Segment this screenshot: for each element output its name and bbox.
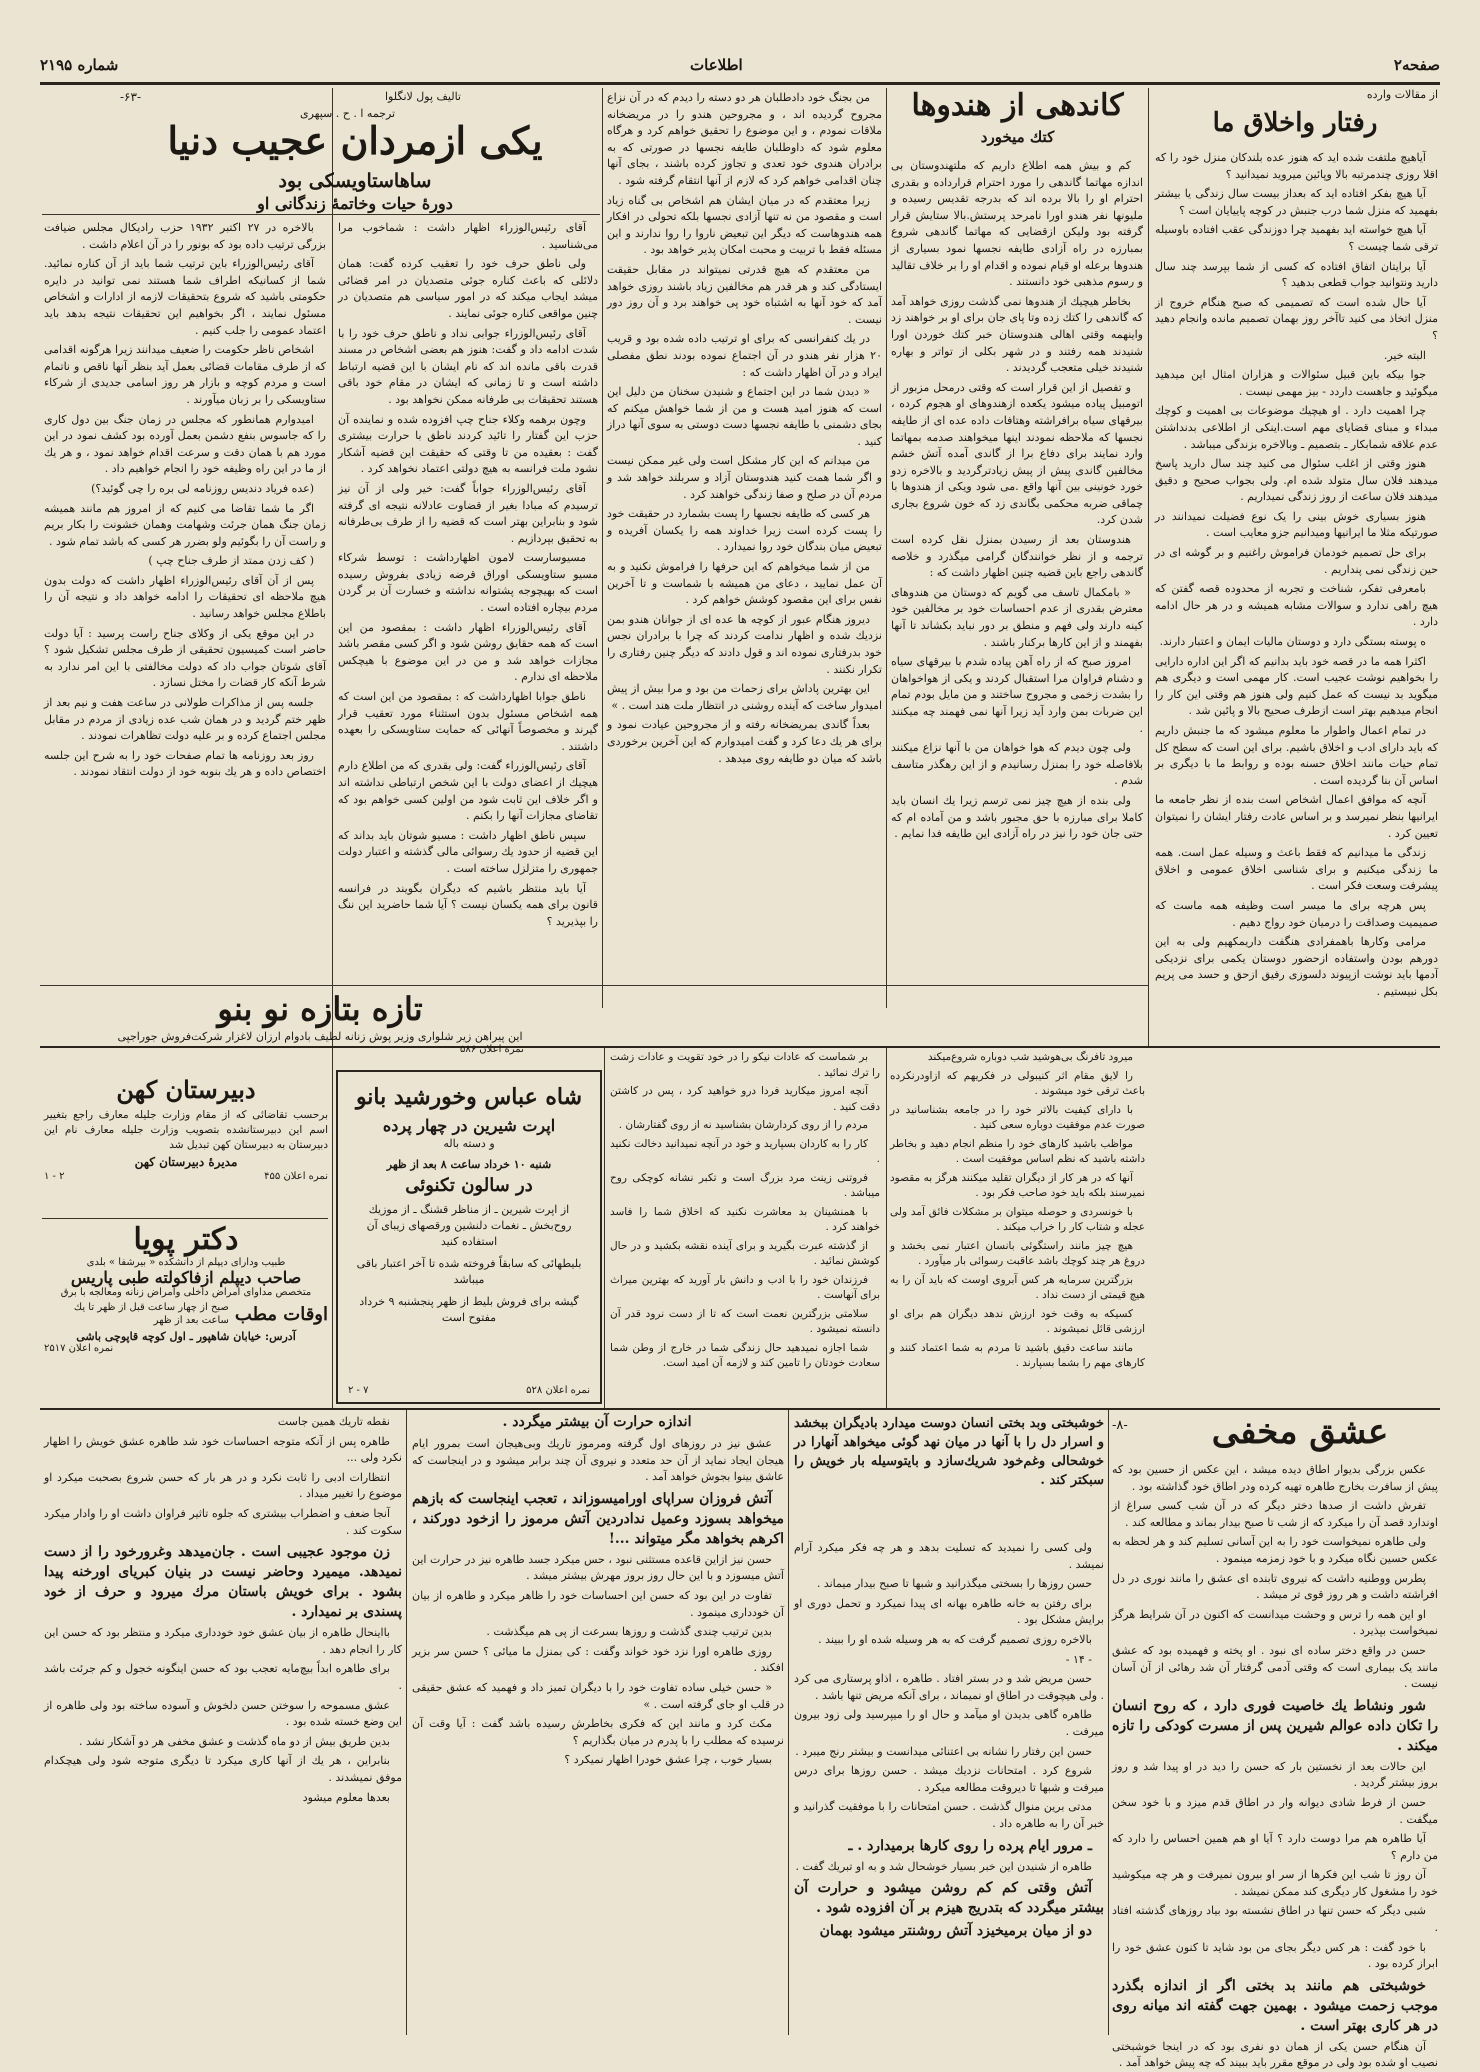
shabbas-subtitle: اپرت شیرین در چهار پرده: [382, 1116, 556, 1135]
continuation-body: [607, 90, 882, 980]
paragraph: حسن مریض شد و در بستر افتاد . طاهره ، اذاو پرستاری می کرد . ولی هیچوقت در اطاق او نمیماند ، برای آنکه مریض تنها باشد .: [794, 1672, 1104, 1702]
paragraph: آقای رئیس‌الوزراء اظهار داشت : بمقصود من این است که همه حقایق روشن شود و اگر کسی مقصر باشد مجازات خواهد شد و من در این موضوع با هیچکس ملاحظه ای ندارم .: [338, 620, 598, 684]
shabbas-line5: گیشه برای فروش بلیط از ظهر پنجشنبه ۹ خرداد مفتوح است: [359, 1295, 579, 1324]
paragraph: دیروز هنگام عبور از کوچه ها عده ای از جوانان هندو بمن نزدیك شده و اظهار ندامت کردند که چرا با برادران نجس خود بدرفتاری نموده اند و قول دادند که دیگر چنین رفتاری را تکرار نکنند .: [607, 612, 882, 676]
paragraph: بالاخره روزی تصمیم گرفت که به هر وسیله شده او را ببیند .: [818, 1632, 1092, 1646]
doctor-notice: نمره اعلان ۲۵۱۷: [44, 1343, 114, 1354]
paper-name: اطلاعات: [690, 56, 743, 74]
paragraph: آن هنگام حسن یکی از همان دو نفری بود که در اینجا خوشبختی نصیب او شده بود ولی در موقع مقرر باید ببیند که چه پیش خواهد آمد .: [1112, 2039, 1438, 2070]
paragraph: چرا اهمیت دارد . او هیچیك موضوعات بی اهمیت و کوچك مبداء و مبنای قضایای مهم است.اینکی از اطلاعی بدنداشتن عدم علاقه شمابکار ـ بتصمیم ـ وبالاخره بزندگی میباشد .: [1155, 404, 1438, 451]
paragraph: آقای رئیس‌الوزراء باین ترتیب شما باید از آن کناره نمائید. شما از کسانیکه اطراف شما هستند نمی توانید در دایره حکومتی باشید که شروع بتحقیقات لازمه از ادارات و اشخاص مسئول نمایند ، اگر بخواهیم این تحقیقات نتیجه بدهد باید اعتماد عمومی را جلب کنیم .: [44, 257, 326, 337]
paragraph: آقای رئیس‌الوزراء گفت: ولی بقدری که من اطلاع دارم هیچیك از اعضای دولت با این شخص ارتباطی نداشته اند و اگر خلاف این ثابت شود من اولین کسی خواهم بود که تقاضای مجازات آنها را بکنم .: [338, 759, 598, 823]
ethics-tag: از مقالات وارده: [1366, 88, 1438, 101]
paragraph: فرزندان خود را با ادب و دانش بار آورید که بهترین میراث برای آنهاست .: [610, 1273, 880, 1301]
strange-title: یکی ازمردان عجیب دنیا: [167, 118, 543, 163]
love-fire-title: اندازه حرارت آن بیشتر میگردد .: [502, 1414, 692, 1430]
paragraph: « حسن خیلی ساده تفاوت خود را با دیگران تمیز داد و فهمید که عشق حقیقی در قلب او جای گرفته است . »: [412, 1680, 784, 1711]
paragraph: ـ مرور ایام پرده را روی کارها برمیدارد . ـ: [848, 1837, 1092, 1854]
paragraph: دو از میان برمیخیزد آتش روشنتر میشود بهمان: [819, 1923, 1092, 1940]
paragraph: هندوستان بعد از رسیدن بمنزل نقل کرده است ترجمه و از نظر خوانندگان گرامی میگذرد و خلاصه گاندهی راجع باین قضیه چنین اظهار داشت که :: [891, 533, 1143, 580]
shabbas-venue: در سالون تکنوئی: [405, 1175, 533, 1196]
section-rule: [40, 1046, 1440, 1048]
doctor-hours-label: اوقات مطب: [234, 1303, 328, 1325]
shabbas-line1: و دسته باله: [443, 1137, 495, 1150]
paragraph: این بهترین پاداش برای زحمات من بود و مرا بیش از پیش امیدوار ساخت که آینده روشنی در انتظار ملت هند است . »: [607, 682, 882, 712]
paragraph: و تفصیل از این قرار است که وقتی درمحل مزبور از اتومبیل پیاده میشود یکعده ازهندوهای او هجوم کرده ، بیرقهای سیاه برافراشته وهتافات داده عده ای از طایفه نجسها که ملاحظه نمودند اینها میخواهند صدمه بمهاتما وارد نمایند برای دفاع برا از گاندی آمده آتش خشم مخالفین گاندی پیش از پیش زیادترگردید و بالاخره زدو خورد خونینی بین آنها واقع .می شود ویکی از هندوها با چماقی ضربه محکمی بگاندی زد که خون شروع بجاری شدن کرد.: [891, 380, 1143, 527]
paragraph: میرود تافرنگ بی‌هوشید شب دوباره شروع‌میکند: [927, 1051, 1133, 1063]
ad-school: [44, 1075, 328, 1215]
paragraph: مردم را از روی کردارشان بشناسید نه از روی گفتارشان .: [618, 1119, 868, 1131]
paragraph: من میدانم که این کار مشکل است ولی غیر ممکن نیست و اگر شما همت کنید هندوستان آزاد و سربلند خواهد شد و مردم آن در صلح و صفا زندگی خواهند کرد .: [607, 454, 882, 501]
shabbas-notice: نمره اعلان ۵۲۸: [526, 1385, 590, 1396]
paragraph: آیا طاهره هم مرا دوست دارد ؟ آیا او هم همین احساس را دارد که من دارم ؟: [1112, 1832, 1438, 1862]
section-rule: [40, 1408, 1440, 1410]
paragraph: اکثرا همه ما در قصه خود باید بدانیم که اگر این اداره دارایی را بخواهیم نوشت عجیب است. کار مهمی است و دیگری هم میگوید بد نیست که عمل کنیم ولی هنوز هم وقتی این کار را انجام میدهیم بهتر است ازطرف صحیح بالا و پائین شد .: [1155, 654, 1438, 718]
paragraph: با خونسردی و حوصله میتوان بر مشکلات فائق آمد ولی عجله و شتاب کار را خراب میکند .: [890, 1205, 1145, 1233]
paragraph: با دارای کیفیت بالاتر خود را در جامعه بشناسانید در صورت عدم موفقیت دوباره سعی کنید .: [890, 1103, 1145, 1131]
paragraph: عکس بزرگی بدیوار اطاق دیده میشد ، این عکس از حسین بود که پیش از سافرت بخارج طاهره تهیه کرده ودر اطاق خود گذاشته بود .: [1112, 1463, 1438, 1493]
paragraph: - ۱۴ -: [1065, 1652, 1092, 1666]
love-hidden-body: [44, 1414, 402, 2032]
column-rule: [788, 1410, 789, 2035]
paragraph: روز بعد روزنامه ها تمام صفحات خود را به شرح این جلسه اختصاص داده و هر یك بنوبه خود از دولت انتقاد نمودند .: [44, 748, 326, 779]
paragraph: از گذشته عبرت بگیرید و برای آینده نقشه بکشید و در حال کوشش نمائید .: [610, 1239, 880, 1267]
paragraph: مواظب باشید کارهای خود را منظم انجام دهید و بخاطر داشته باشید که نظم اساس موفقیت است .: [890, 1137, 1145, 1165]
paragraph: آن روز تا شب این فکرها از سر او بیرون نمیرفت و هر چه میکوشید خود را مشغول کار دیگری کند ممکن نمیشد .: [1112, 1868, 1438, 1898]
doctor-title: دکتر پویا: [133, 1222, 239, 1257]
paragraph: پس از آن آقای رئیس‌الوزراء اظهار داشت که دولت بدون هیچ ملاحظه ای تحقیقات را ادامه خواهد داد و نتیجه آن را باطلاع مجلس خواهد رسانید .: [44, 573, 326, 621]
ethics-body: [1155, 150, 1438, 1040]
paragraph: ولی کسی را نمیدید که تسلیت بدهد و هر چه فکر میکرد آرام نمیشد .: [794, 1541, 1104, 1571]
strange-page-no: -۶۳-: [120, 90, 141, 104]
paragraph: فروتنی زینت مرد بزرگ است و تکبر نشانه کوچکی روح میباشد .: [610, 1171, 880, 1199]
paragraph: وچون برهمه وکلاء جناح چپ افزوده شده و نماینده آن حزب این گفتار را تائید کردند ناطق با حرارت بیشتری گفت : بعقیده من تا وقتی که حقیقت این قضیه آشکار نشود ملت فرانسه به هیچ دولتی اعتماد نخواهد کرد .: [338, 412, 598, 476]
paragraph: ه پوسته بستگی دارد و دوستان مالیات ایمان و اعتبار دارند.: [1159, 635, 1426, 649]
paragraph: در این موقع یکی از وکلای جناح راست پرسید : آیا دولت حاضر است کمیسیون تحقیقی از طرف مجلس تشکیل شود ؟ آقای شوتان جواب داد که دولت مخالفتی با این امر ندارد به شرط آنکه کار قضات را مختل نسازد .: [44, 626, 326, 690]
hindu-subtitle: کتك میخورد: [980, 128, 1055, 146]
paragraph: بااینحال طاهره از بیان عشق خود خودداری میکرد و منتظر بود که حسن این کار را انجام دهد .: [44, 1626, 402, 1656]
paragraph: پس هرچه برای ما میسر است وظیفه همه ماست که صمیمیت وصداقت را درمیان خود رواج دهیم .: [1155, 898, 1438, 929]
paragraph: البته خیر.: [1383, 348, 1426, 362]
paragraph: کسیکه به وقت خود ارزش ندهد دیگران هم برای او ارزشی قائل نمیشوند .: [890, 1307, 1145, 1335]
shabbas-line3: از اپرت شیرین ـ از مناظر قشنگ ـ از موزیك روح‌بخش ـ نغمات دلنشین ورقصهای زیبای آن استفاده کنید: [366, 1203, 572, 1248]
paragraph: با خود گفت : هر کس دیگر بجای من بود شاید تا کنون عشق خود را ابراز کرده بود .: [1112, 1940, 1438, 1971]
paragraph: برای حل تصمیم خودمان فراموش راغنیم و بر گوشه ای در حین زندگی نمی پنداریم .: [1155, 546, 1438, 576]
paragraph: آقای رئیس‌الوزراء جواباً گفت: خیر ولی از آن نیز ترسیدم که مبادا بغیر از قضاوت عادلانه نتیجه ای گرفته شود و بنابراین بهتر است که قضیه را از طرف بی‌طرفانه به تحقیق بپردازیم .: [338, 481, 598, 545]
school-code: ۲ - ۱: [44, 1171, 65, 1182]
column-rule: [886, 88, 887, 1008]
shabbas-title: شاه عباس وخورشید بانو: [355, 1084, 583, 1110]
paragraph: « دیدن شما در این اجتماع و شنیدن سخنان من دلیل این است که هنوز امید هست و من از شما خواهش میکنم که بجای دشمنی با طایفه نجسها دست دوستی به سوی آنها دراز کنید .: [607, 385, 882, 448]
paragraph: ولی بنده از هیچ چیز نمی ترسم زیرا یك انسان باید کاملا برای مبارزه با حق مجبور باشد و من آماده ام که حتی جان خود را نیز در راه آزادی این طایفه فدا نمایم .: [891, 793, 1143, 841]
paragraph: آقای رئیس‌الوزراء اظهار داشت : شماخوب مرا می‌شناسید .: [338, 221, 598, 251]
ad-new-body: این پیراهن زیر شلواری وزیر پوش زنانه لطیف بادوام ارزان لاغزار شرکت‌فروش جوراجپی: [117, 1030, 523, 1043]
paragraph: بسیار خوب ، چرا عشق خودرا اظهار نمیکرد ؟: [564, 1753, 772, 1767]
paragraph: با همنشینان بد معاشرت نکنید که اخلاق شما را فاسد خواهند کرد .: [610, 1205, 880, 1233]
paragraph: زیرا معتقدم که در میان ایشان هم اشخاص بی گناه زیاد است و مقصود من نه تنها آزادی نجسها بلکه تحولی در افکار همه هندوهاست که دیگر این تبعیض ناروا را روا ندارند و این مسئله فقط با تربیت و محبت امکان پذیر خواهد بود .: [607, 193, 882, 257]
doctor-address: آدرس: خیابان شاهپور ـ اول کوچه قاپوچی باشی: [76, 1330, 296, 1343]
paragraph: آنچه امروز میکارید فردا درو خواهید کرد ، پس در کاشتن دقت کنید .: [610, 1085, 880, 1113]
ad-new-notice: نمره اعلان ۵۸۶: [460, 1044, 524, 1055]
paragraph: طاهره از شنیدن این خبر بسیار خوشحال شد و به او تبریك گفت .: [795, 1859, 1092, 1873]
strange-rule: [42, 214, 600, 215]
paragraph: عشق نیز در روزهای اول گرفته ومرموز تاریك وبی‌هیجان است بمرور ایام هیجان ایجاد نماید از آن حد متعدد و نیروی آن چند برابر میشود و در اینجاست که عاشق بینوا بجوش خواهد آمد .: [412, 1437, 784, 1484]
love-mid-body: [794, 1540, 1104, 2032]
love-title: عشق مخفی: [1211, 1412, 1389, 1452]
love-main-body: [1112, 1462, 1438, 2070]
column-rule: [332, 88, 333, 1408]
paragraph: مدتی برین منوال گذشت . حسن امتحانات را با موفقیت گذرانید و خبر آن را به طاهره داد .: [794, 1800, 1104, 1830]
paragraph: « بامکمال تاسف می گویم که دوستان من هندوهای معترض بقدری از عدم احساسات خود بر مخالفین خود کینه دارند ولی فهم و منطق بر دور نباید بکشاند تا آنها بفهمند و از این کارها برکنار باشند .: [891, 585, 1143, 649]
paragraph: برای طاهره ابداً بیچ‌مایه تعجب بود که حسن اینگونه خجول و کم جرئت باشد .: [44, 1662, 402, 1692]
issue-label: شماره ۲۱۹۵: [40, 56, 119, 74]
column-rule: [886, 1048, 887, 1408]
ad-new-title: تازه بتازه نو بنو: [217, 990, 423, 1028]
school-sign: مدیرهٔ دبیرستان کهن: [134, 1155, 238, 1169]
paragraph: پطرس ووطنیه داشت که نیروی تابنده ای عشق را مانند نوری در دل افراشته داشت و هر روز قوی تر میشد .: [1112, 1571, 1438, 1602]
hindu-title: کاندهی از هندوها: [911, 88, 1124, 123]
paragraph: جلسه پس از مذاکرات طولانی در ساعت هفت و نیم بعد از ظهر ختم گردید و در همان شب عده زیادی از مردم در مقابل مجلس اجتماع کرده و بر علیه دولت تظاهرات نمودند .: [44, 696, 326, 743]
paragraph: آیا حال شده است که تصمیمی که صبح هنگام خروج از منزل اتخاذ می کنید تاآخر روز بهمان تصمیم مانده وانجام دهید ؟: [1155, 295, 1438, 342]
paragraph: اشخاص ناظر حکومت را ضعیف میدانند زیرا هرگونه اقدامی که از طرف مقامات قضائی بعمل آید بنظر آنها ناقص و ناتمام است و مردم کوچه و بازار هر روز اسامی جدیدی از شرکاء ستاویسکی را بر زبان میآورند .: [44, 343, 326, 406]
paragraph: ولی چون دیدم که هوا خواهان من با آنها نزاع میکنند بلافاصله خود را بمنزل رسانیدم و از این رهگذر متاسف شدم .: [891, 741, 1143, 788]
shabbas-line2: شنبه ۱۰ خرداد ساعت ۸ بعد از ظهر: [386, 1158, 552, 1171]
paragraph: انتظارات ادبی را ثابت نکرد و در هر بار که حسن شروع بصحبت میکرد او موضوع را تغییر میداد .: [44, 1470, 402, 1501]
doctor-hours: صبح از چهار ساعت قبل از ظهر تا یك ساعت بعد از ظهر: [73, 1302, 229, 1326]
paragraph: ولی طاهره نمیخواست خود را به این آسانی تسلیم کند و هر لحظه به عکس حسین نگاه میکرد و با خود زمزمه مینمود .: [1112, 1535, 1438, 1565]
paragraph: شور ونشاط یك خاصیت فوری دارد ، که روح انسان را تکان داده عوالم شیرین پس از مسرت کودکی را تازه میکند .: [1112, 1697, 1438, 1754]
paragraph: سپس ناطق اظهار داشت : مسیو شوتان باید بداند که این قضیه از حدود یك رسوائی مالی گذشته و اعتبار دولت جمهوری را متزلزل ساخته است .: [338, 828, 598, 875]
paragraph: بدین ترتیب چندی گذشت و روزها بسرعت از پی هم میگذشت .: [486, 1625, 772, 1639]
paragraph: زن موجود عجیبی است . جان‌میدهد وغرورخود را از دست نمیدهد. میمیرد وحاضر نیست در بنیان کبریای اورخنه پیدا بشود . برای خویش باستان مرك میرود و حرف از خود پسندی بر نمیدارد .: [44, 1544, 402, 1621]
doctor-line1: طبیب ودارای دیپلم از دانشکده « بیرشفا » بلدی: [86, 1257, 286, 1268]
paragraph: آنچه که موافق اعمال اشخاص است بنده از نظر جامعه ما ایرانیها بنظر نمیرسد و بر اساس عادت رفتار ایشان را نمیتوان تعیین کرد .: [1155, 793, 1438, 840]
paragraph: مانند ساعت دقیق باشید تا مردم به شما اعتماد کنند و کارهای مهم را بشما بسپارند .: [890, 1341, 1145, 1369]
paragraph: ولی ناطق حرف خود را تعقیب کرده گفت: همان دلائلی که باعث کناره جوئی متصدیان در امر قضائی میشد ایجاب میکند که در امور سیاسی هم متصدیان در چنین مواقعی کناره جوئی نمایند .: [338, 257, 598, 320]
paragraph: آنها که در هر کار از دیگران تقلید میکنند هرگز به مقصود نمیرسند بلکه باید خود صاحب فکر بود .: [890, 1171, 1145, 1199]
paragraph: عشق مسموحه را سوختن حسن دلخوش و آسوده ساخته بود ولی طاهره از این وضع خسته شده بود .: [44, 1698, 402, 1729]
shabbas-line4: بلیطهائی که سابقاً فروخته شده تا آخر اعتبار باقی میباشد: [356, 1257, 582, 1286]
school-notice: نمره اعلان ۴۵۵: [264, 1171, 328, 1182]
paragraph: من از شما میخواهم که این حرفها را فراموش نکنید و به آن عمل نمایید ، دعای من همیشه با شماست و تا آخرین نفس برای این مقصود کوشش خواهم کرد .: [607, 560, 882, 607]
paragraph: بر شماست که عادات نیکو را در خود تقویت و عادات زشت را ترك نمائید .: [610, 1051, 880, 1079]
hindu-body: [891, 158, 1143, 978]
paragraph: شما اجازه نمیدهید حال زندگی شما در خارج از وطن شما سعادت خودتان را تامین کند و لازمه آن امید است.: [610, 1341, 880, 1369]
section-rule: [42, 1218, 328, 1219]
misc-box: [890, 1050, 1145, 1400]
paragraph: طاهره گاهی بدیدن او میآمد و حال او را میپرسید ولی زود بیرون میرفت .: [794, 1708, 1104, 1738]
paragraph: شبی دیگر که حسن تنها در اطاق نشسته بود بیاد روزهای گذشته افتاد .: [1112, 1904, 1438, 1935]
paragraph: نقطه تاریك همین جاست: [277, 1415, 390, 1428]
paragraph: طاهره پس از آنکه متوجه احساسات خود شد طاهره عشق خویش را اظهار نکرد ولی ...: [44, 1434, 402, 1465]
paragraph: حسن این رفتار را نشانه بی اعتنائی میدانست و بیشتر رنج میبرد .: [795, 1744, 1092, 1758]
paragraph: ( کف زدن ممتد از طرف جناح چپ ): [148, 554, 314, 568]
love-page-no: -۸-: [1112, 1418, 1128, 1433]
column-rule: [406, 1410, 407, 2035]
shabbas-code: ۷ - ۲: [348, 1385, 369, 1396]
strange-subtitle-2: دورهٔ حیات وخاتمهٔ زندگانی او: [257, 194, 453, 213]
paragraph: او این همه را ترس و وحشت میدانست که اکنون در آن شرایط هرگز نمیخواست بپذیرد .: [1112, 1607, 1438, 1638]
paragraph: زندگی ما میدانیم که فقط باعث و وسیله عمل است. همه ما زندگی میکنیم و برای شناسی اخلاق عمومی و اخلاق پیشرفت وسعت فکر است .: [1155, 846, 1438, 893]
paragraph: آتش فروزان سراپای اورامیسوزاند ، تعجب اینجاست که بازهم میخواهد بسوزد وعمیل ندادردین آتش مرموز را ازخود دورکند ، اکرهم بخواهد مگر میتواند ...!: [412, 1490, 784, 1547]
paragraph: آتش وقتی کم کم روشن میشود و حرارت آن بیشتر میگردد که بتدریج هیزم بر آن افزوده شود .: [794, 1880, 1104, 1917]
paragraph: بخاطر هیچیك از هندوها نمی گذشت روزی خواهد آمد که گاندهی را کتك زده وتا پای جان برای او بر خواهند زد واینهمه وقتی اهالی هندوستان خبر کتك خوردن اورا شنیدند همه رفتند و در شهر بکلی از تواتر و بهاره شنیدند خیلی متعجب گردیدند .: [891, 294, 1143, 375]
paragraph: هیچ چیز مانند راستگوئی بانسان اعتبار نمی بخشد و دروغ هر چند کوچك باشد عاقبت رسوائی بار میآورد .: [890, 1239, 1145, 1267]
misc-box-2: [610, 1050, 880, 1400]
doctor-line3: متخصص مداوای امراض داخلی وامراض زنانه ومعالجه با برق: [60, 1287, 312, 1298]
strange-body-b: [44, 220, 326, 980]
paragraph: مرامی وکارها باهمفرادی هنگفت داریمکهیم ولی به این دورهم بودن واستفاده ازحضور دوستان یکمی برای نزدیکی آدمها باید نوشت ازپیوند دلسوزی رفیق ازحق و حسد می پریم بکل نبیستیم .: [1155, 935, 1438, 998]
paragraph: این حالات بعد از نخستین بار که حسن را دید در او پیدا شد و روز بروز بیشتر گردید .: [1112, 1759, 1438, 1790]
paragraph: ناطق جوابا اظهارداشت که : بمقصود من این است که همه اشخاص مسئول بدون استثناء مورد تعقیب قرار گیرند و مخصوصاً آنهائی که حمایت ستاویسکی را بعهده داشتند .: [338, 690, 598, 753]
paragraph: آیا برایتان اتفاق افتاده که کسی از شما بپرسد چند سال دارید ونتوانید جواب قطعی بدهید ؟: [1155, 259, 1438, 290]
paragraph: حسن روزها را بسختی میگذرانید و شبها تا صبح بیدار میماند .: [816, 1577, 1092, 1591]
paragraph: تفاوت در این بود که حسن این احساسات خود را ظاهر میکرد و طاهره از بیان آن خودداری مینمود .: [412, 1588, 784, 1619]
paragraph: جوا بیکه باین قبیل سئوالات و هزاران امثال این میدهید میگوئید و جاهست داردد - بیز مهمی نیست .: [1155, 368, 1438, 398]
paragraph: روزی طاهره اورا نزد خود خواند وگفت : کی بمنزل ما میائی ؟ حسن سر بزیر افکند .: [412, 1644, 784, 1675]
paragraph: آیا هیچ خواسته اید بفهمید چرا دوزندگی عقب افتاده باوسیله ترقی شما چیست ؟: [1155, 223, 1438, 253]
paragraph: بعداً گاندی بمریضخانه رفته و از مجروحین عیادت نمود و برای هر یك دعا کرد و گفت امیدوارم که این آخرین برخوردی باشد که میان دو طایفه روی میدهد .: [607, 718, 882, 765]
column-rule: [604, 1048, 605, 1408]
ethics-title: رفتار واخلاق ما: [1212, 108, 1378, 138]
paragraph: شروع کرد . امتحانات نزدیك میشد . حسن روزها برای درس میرفت و شبها تا دیروقت مطالعه میکرد .: [794, 1764, 1104, 1794]
column-rule: [1148, 88, 1149, 1046]
paragraph: آیا هیچ بفکر افتاده اید که بعداز بیست سال زندگی یا بیشتر بفهمید که منزل شما درب جنبش در کوچه پاییایان است ؟: [1155, 187, 1438, 217]
paragraph: (عده فریاد دندیس روزنامه لی بره را چی گوئید؟): [91, 481, 314, 495]
paragraph: من بجنگ خود دادطلبان هر دو دسته را دیدم که در آن نزاع مجروح گردیده اند ، و مجروحین هندو را در مریضخانه ملاقات نمودم ، و این موضوع را تحقیق خواهم کرد و هرگاه معلوم شود که داوطلبان طایفه نجسها در صورتی که به برادران هندوی خود تعدی و تجاوز کرده باشند ، بجای آنها چنان اقدامی خواهم کرد که لازم از آنها انتقام گرفته شود .: [607, 91, 882, 187]
paragraph: آنجا ضعف و اضطراب بیشتری که جلوه تاثیر فراوان داشت او را وادار میکرد سکوت کند .: [44, 1506, 402, 1537]
paragraph: حسن در واقع دختر ساده ای نبود . او پخته و فهمیده بود که عشق مانند یک بیماری است که وقتی آدمی گرفتار آن شد رهائی از آن آسان نیست .: [1112, 1643, 1438, 1691]
page-label: صفحه۲: [1393, 56, 1440, 74]
strange-translator: ترجمه ا . ح . سپهری: [300, 107, 396, 120]
paragraph: حسن نیز ازاین قاعده مستثنی نبود ، حس میکرد جسد طاهره نیز در حرارت این آتش میسوزد و با این حال روز بروز مهرش بیشتر میشد .: [412, 1552, 784, 1583]
paragraph: بامعرفی تفکر، شناخت و تجربه از محدوده قصه گفتن که هیچ راهی ندارد و سوالات مشابه همیشه و در هر حال ادامه دارد .: [1155, 582, 1438, 629]
paragraph: هنوز وقتی از اغلب سئوال می کنید چند سال دارید پاسخ میدهند فلان سال متولد شده ام. ولی بجواب صحیح و دقیق میدهند فلان ساعت از روز زندگی نمیداریم .: [1155, 457, 1438, 504]
paragraph: بعدها معلوم میشود: [302, 1790, 390, 1804]
paragraph: بدین طریق بیش از دو ماه گذشت و عشق مخفی هر دو آشکار نشد .: [78, 1734, 390, 1748]
paragraph: را لایق مقام اثر کنیبولی در فکریهم که ازاودرنکرده باعث ترقی خود میشوند .: [890, 1069, 1145, 1097]
paragraph: خوشبختی هم مانند بد بختی اگر از اندازه بگذرد موجب زحمت میشود . بهمین جهت گفته اند میانه روی در هر کاری بهتر است .: [1112, 1977, 1438, 2034]
paragraph: هر کسی که طایفه نجسها را پست بشمارد در حقیقت خود را پست کرده است زیرا خداوند همه را یکسان آفریده و تبعیض میان بندگان خود روا نمیدارد .: [607, 507, 882, 554]
ad-shabbas: [336, 1070, 602, 1404]
paragraph: اگر ما شما تقاضا می کنیم که از امروز هم مانند همیشه زمان جنگ همان جرئت وشهامت وهمان خشونت را بکار بریم و راست آن را بگوئیم ولو بضرر هر کسی که باشد تمام شود .: [44, 501, 326, 548]
paragraph: در یك کنفرانسی که برای او ترتیب داده شده بود و قریب ۲۰ هزار نفر هندو در آن اجتماع نموده بودند نطق مفصلی ایراد و در آن اظهار داشت که :: [607, 332, 882, 379]
paragraph: مسیوسارست لامون اظهارداشت : توسط شرکاء مسیو ستاویسکی اوراق قرضه زیادی بفروش رسیده است که بهیچوجه پشتوانه نداشته و خسارت آن بر گردن مردم بیچاره افتاده است .: [338, 551, 598, 615]
paragraph: آیا باید منتظر باشیم که دیگران بگویند در فرانسه قانون برای همه یکسان نیست ؟ آیا شما حاضرید این ننگ را بپذیرید ؟: [338, 881, 598, 928]
column-rule: [1108, 1410, 1109, 2035]
paragraph: بنابراین ، هر یك از آنها کاری میکرد تا دیگری متوجه شود ولی هیچکدام موفق نمیشدند .: [44, 1754, 402, 1784]
paragraph: کار را به کاردان بسپارید و خود در آنچه نمیدانید دخالت نکنید .: [610, 1137, 880, 1165]
paragraph: هنوز بسیاری خوش بینی را یک نوع فضیلت نمیدانند در صورتیکه مثلا ما ایرانیها ومیدانیم جزو معایب است .: [1155, 509, 1438, 540]
paragraph: آیاهیچ ملتفت شده اید که هنوز عده بلندکان منزل خود را که اقلا روزی چندمرتبه بالا وپائین میروید نمیدانید ؟: [1155, 151, 1438, 181]
paragraph: حسن از فرط شادی دیوانه وار در اطاق قدم میزد و با خود سخن میگفت .: [1112, 1795, 1438, 1826]
ad-doctor: [44, 1222, 328, 1404]
paragraph: بالاخره در ۲۷ اکتبر ۱۹۳۲ حزب رادیکال مجلس ضیافت بزرگی ترتیب داده بود که بونور را در آن اعلام داشت .: [44, 221, 326, 251]
school-title: دبیرستان کهن: [116, 1075, 256, 1104]
paragraph: امروز صبح که از راه آهن پیاده شدم با بیرقهای سیاه و دشنام فراوان مرا استقبال کردند و یکی از هواخواهان را بشدت زخمی و مجروح ساختند و من مایل بودم تمام این ضربات بمن وارد آید زیرا آنها نمی فهمند چه میکنند .: [891, 655, 1143, 735]
column-rule: [602, 88, 603, 1008]
masthead-rule: [40, 82, 1440, 85]
paragraph: برای رفتن به خانه طاهره بهانه ای پیدا نمیکرد و تحمل دوری او برایش مشکل بود .: [794, 1596, 1104, 1627]
section-rule: [40, 985, 1148, 986]
doctor-line2: صاحب دیپلم ازفاکولته طبی پاریس: [70, 1268, 302, 1287]
paragraph: کم و بیش همه اطلاع داریم که ملتهندوستان بی اندازه مهاتما گاندهی را مورد احترام قرارداده و بقدری احترام او را بالا برده اند که بدرجه تقدیس رسیده و ملیونها نفر هندو اورا نامرحد پرستش.بالا ستایش قرار گرفته بود ولیکن ازقضایی که مهاتما گاندهی شروع بمبارزه در راه آزادی طایفه نجسها نمود بسیاری از هندوها برعله او قیام نموده و اقدام او را بر خلاف تقالید و رسوم مذهبی خود دانستند .: [891, 159, 1143, 289]
paragraph: سلامتی بزرگترین نعمت است که تا از دست نرود قدر آن دانسته نمیشود .: [610, 1307, 880, 1335]
paragraph: بزرگترین سرمایه هر کس آبروی اوست که باید آن را به هیچ قیمتی از دست نداد .: [890, 1273, 1145, 1301]
paragraph: آقای رئیس‌الوزراء جوابی نداد و ناطق حرف خود را با شدت ادامه داد و گفت: هنوز هم بعضی اشخاص در مسند قدرت باقی مانده اند که نام ایشان با این قضیه ارتباط داشته است و تا زمانی که ایشان در مقام خود باقی هستند تحقیقات بی طرفانه ممکن نخواهد بود .: [338, 326, 598, 406]
paragraph: تفرش داشت از صدها دختر دیگر که در آن شب کسی سراغ از اوندارد قصد آن را میکرد که از شب تا صبح بیدار بماند و مطالعه کند .: [1112, 1499, 1438, 1529]
love-headline: خوشبختی وبد بختی انسان دوست میدارد بادیگران ببخشد و اسرار دل را با آنها در میان نهد گوئی میخواهد آنهارا در خوشحالی وغم‌خود شریك‌سازد و بایتوسیله بار خویش را سبکتر کند .: [794, 1416, 1104, 1488]
paragraph: من معتقدم که هیچ قدرتی نمیتواند در مقابل حقیقت ایستادگی کند و هر قدر هم مخالفین زیاد باشند روزی خواهد آمد که خود آنها به اشتباه خود پی خواهند برد و آن روز دور نیست .: [607, 262, 882, 326]
masthead: [40, 52, 1440, 82]
strange-credit: تالیف پول لانگلوا: [385, 90, 461, 103]
paragraph: در تمام اعمال واطوار ما معلوم میشود که ما جنبش داریم که باید دارای ادب و اخلاق باشیم. برای این است که سطح کل تمام حیات مانند اخلاق حسنه بوده و روابط ما با دیگری بر اساس آن بنا گردیده است .: [1155, 724, 1438, 787]
paragraph: مکث کرد و مانند این که فکری بخاطرش رسیده باشد گفت : آیا وقت آن نرسیده که مطلب را با پدرم در میان بگذاریم ؟: [412, 1717, 784, 1747]
school-body: برحسب تقاضائی که از مقام وزارت جلیله معارف راجع بتغییر اسم این دبیرستانشده بتصویب وزارت جلیله معارف نام این دبیرستان به دبیرستان کهن تبدیل شد: [44, 1109, 328, 1151]
strange-body-a: [338, 220, 598, 980]
paragraph: امیدوارم همانطور که مجلس در زمان جنگ بین دول کاری را که جاسوس بنفع دشمن بعمل آورده بود کشف نمود در این مورد هم با همان دقت و سرعت اقدام خواهد نمود ، و هر یك از ما در این راه وظیفه خود را انجام خواهیم داد .: [44, 412, 326, 476]
strange-subtitle-1: ساهاستاویسکی بود: [278, 170, 432, 192]
love-fire-body: [412, 1436, 784, 2032]
